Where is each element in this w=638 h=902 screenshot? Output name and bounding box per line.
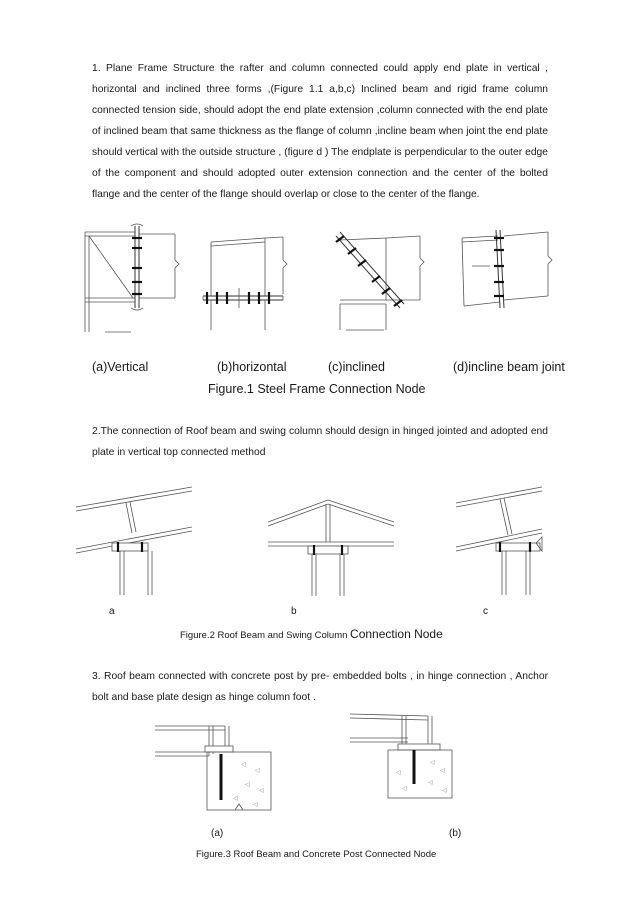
figure1-drawing-d [458,226,558,316]
figure2-label-c: c [483,606,488,617]
figure3-label-b: (b) [449,828,462,839]
svg-text:◁: ◁ [428,780,433,786]
figure1-drawing-c [330,226,430,336]
svg-text:◁: ◁ [255,768,260,774]
figure2-caption-tail: Connection Node [350,627,443,641]
svg-text:◁: ◁ [396,770,401,776]
figure2-drawing-b [268,492,398,596]
figure2-caption [180,627,443,641]
figure1-label-a: (a)Vertical [92,360,149,374]
figure3-drawing-a [155,716,285,816]
figure1-drawing-b [203,236,293,336]
svg-text:◁: ◁ [430,760,435,766]
svg-text:◁: ◁ [442,788,447,794]
figure2-label-a: a [109,606,115,617]
svg-text:◁: ◁ [402,786,407,792]
figure1-label-b: (b)horizontal [217,360,287,374]
paragraph-1: 1. Plane Frame Structure the rafter and column connected could apply end plate in vertical , horizontal and inclined three forms ,(Figure 1.1 a,b,c) Inclined beam and rigid frame column connected tension side, should adopt the end plate extension ,column connected with the end plate of inclined beam that same thickness as the flange of column ,incline beam when joint the end plate should vertical with the outside structure , (figure d ) The endplate is perpendicular to the outer edge of the component and should adopted outer extension connection and the center of the bolted flange and the center of the flange should overlap or close to the center of the flange. [92,63,548,200]
paragraph-3: 3. Roof beam connected with concrete post by pre- embedded bolts , in hinge connection , Anchor bolt and base plate design as hinge column foot . [92,671,548,703]
figure2-caption-main: Figure.2 Roof Beam and Swing Column [180,630,351,641]
figure1-label-c: (c)inclined [328,360,385,374]
svg-text:◁: ◁ [440,768,445,774]
figure1-caption: Figure.1 Steel Frame Connection Node [208,382,426,396]
figure3-caption: Figure.3 Roof Beam and Concrete Post Connected Node [196,849,437,860]
figure3-label-a: (a) [211,828,224,839]
figure2-drawing-c [456,485,546,595]
figure1-drawing-a [85,224,185,336]
figure1-label-d: (d)incline beam joint [453,360,565,374]
svg-text:◁: ◁ [259,788,264,794]
svg-text:◁: ◁ [253,802,258,808]
figure2-label-b: b [291,606,297,617]
svg-text:◁: ◁ [233,796,238,802]
figure2-drawing-a [76,485,196,595]
svg-text:◁: ◁ [241,762,246,768]
figure3-drawing-b [350,712,460,802]
svg-text:◁: ◁ [245,782,250,788]
paragraph-2: 2.The connection of Roof beam and swing column should design in hinged jointed and adopted end plate in vertical top connected method [92,426,548,458]
